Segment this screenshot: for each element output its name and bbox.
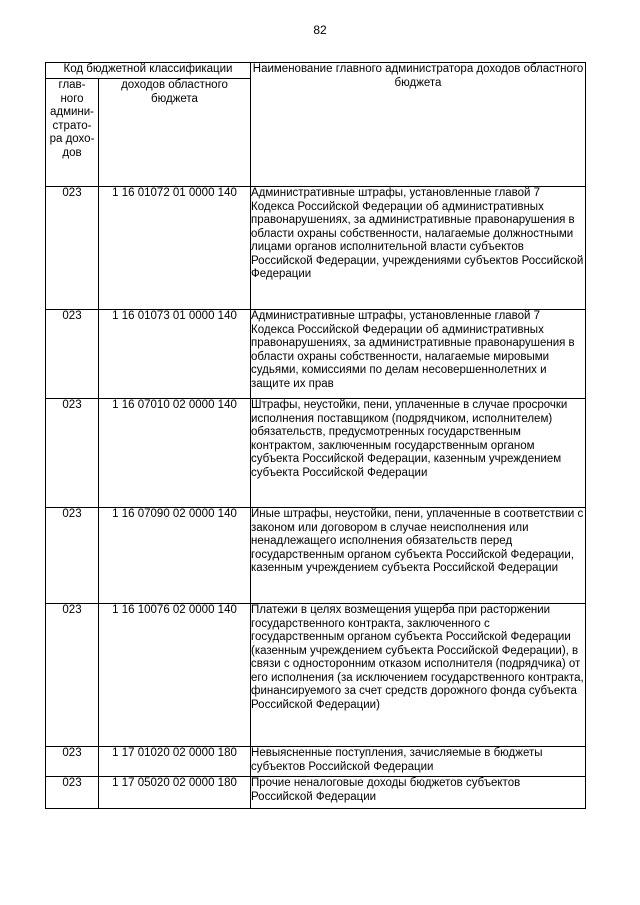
income-name-cell: Платежи в целях возмещения ущерба при расторжении государственного контракта, заключенного с государственным органом субъекта Российской Федерации (казенным учреждением субъекта Российской Федерации), в связи с односторонним отказом исполнителя (подрядчика) от его исполнения (за исключением государственного контракта, финансируемого за счет средств дорожного фонда субъекта Российской Федерации) xyxy=(251,604,586,747)
table-row xyxy=(46,604,586,747)
table-row xyxy=(46,399,586,508)
admin-code-cell: 023 xyxy=(46,747,99,777)
income-name-cell: Административные штрафы, установленные главой 7 Кодекса Российской Федерации об административных правонарушениях, за административные правонарушения в области охраны собственности, налагаемые должностными лицами органов исполнительной власти субъектов Российской Федерации, учреждениями субъектов Российской Федерации xyxy=(251,187,586,310)
administrator-name-header: Наименование главного администратора доходов областного бюджета xyxy=(251,63,586,187)
income-code-cell: 1 16 01073 01 0000 140 xyxy=(99,310,251,399)
admin-code-cell: 023 xyxy=(46,310,99,399)
income-code-cell: 1 17 05020 02 0000 180 xyxy=(99,777,251,809)
income-name-cell: Административные штрафы, установленные главой 7 Кодекса Российской Федерации об административных правонарушениях, за административные правонарушения в области охраны собственности, налагаемые мировыми судьями, комиссиями по делам несовершеннолетних и защите их прав xyxy=(251,310,586,399)
admin-code-cell: 023 xyxy=(46,777,99,809)
income-code-cell: 1 16 07090 02 0000 140 xyxy=(99,508,251,604)
main-administrator-header: глав- ного админи- страто- ра дохо- дов xyxy=(46,79,99,187)
page-number: 82 xyxy=(313,23,327,37)
table-row xyxy=(46,747,586,777)
income-name-cell: Прочие неналоговые доходы бюджетов субъектов Российской Федерации xyxy=(251,777,586,809)
income-name-cell: Иные штрафы, неустойки, пени, уплаченные в соответствии с законом или договором в случае неисполнения или ненадлежащего исполнения обязательств перед государственным органом субъекта Российской Федерации, казенным учреждением субъекта Российской Федерации xyxy=(251,508,586,604)
admin-code-cell: 023 xyxy=(46,187,99,310)
income-code-cell: 1 17 01020 02 0000 180 xyxy=(99,747,251,777)
income-name-cell: Невыясненные поступления, зачисляемые в бюджеты субъектов Российской Федерации xyxy=(251,747,586,777)
admin-code-cell: 023 xyxy=(46,508,99,604)
income-code-cell: 1 16 10076 02 0000 140 xyxy=(99,604,251,747)
table-row xyxy=(46,777,586,809)
table-row xyxy=(46,310,586,399)
income-code-cell: 1 16 07010 02 0000 140 xyxy=(99,399,251,508)
table-row xyxy=(46,187,586,310)
income-code-header: доходов областного бюджета xyxy=(99,79,251,187)
table-row xyxy=(46,508,586,604)
admin-code-cell: 023 xyxy=(46,399,99,508)
admin-code-cell: 023 xyxy=(46,604,99,747)
budget-classification-table xyxy=(45,62,586,809)
income-code-cell: 1 16 01072 01 0000 140 xyxy=(99,187,251,310)
budget-code-group-header: Код бюджетной классификации xyxy=(46,63,251,79)
income-name-cell: Штрафы, неустойки, пени, уплаченные в случае просрочки исполнения поставщиком (подрядчиком, исполнителем) обязательств, предусмотренных государственным контрактом, заключенным государственным органом субъекта Российской Федерации, казенным учреждением субъекта Российской Федерации xyxy=(251,399,586,508)
